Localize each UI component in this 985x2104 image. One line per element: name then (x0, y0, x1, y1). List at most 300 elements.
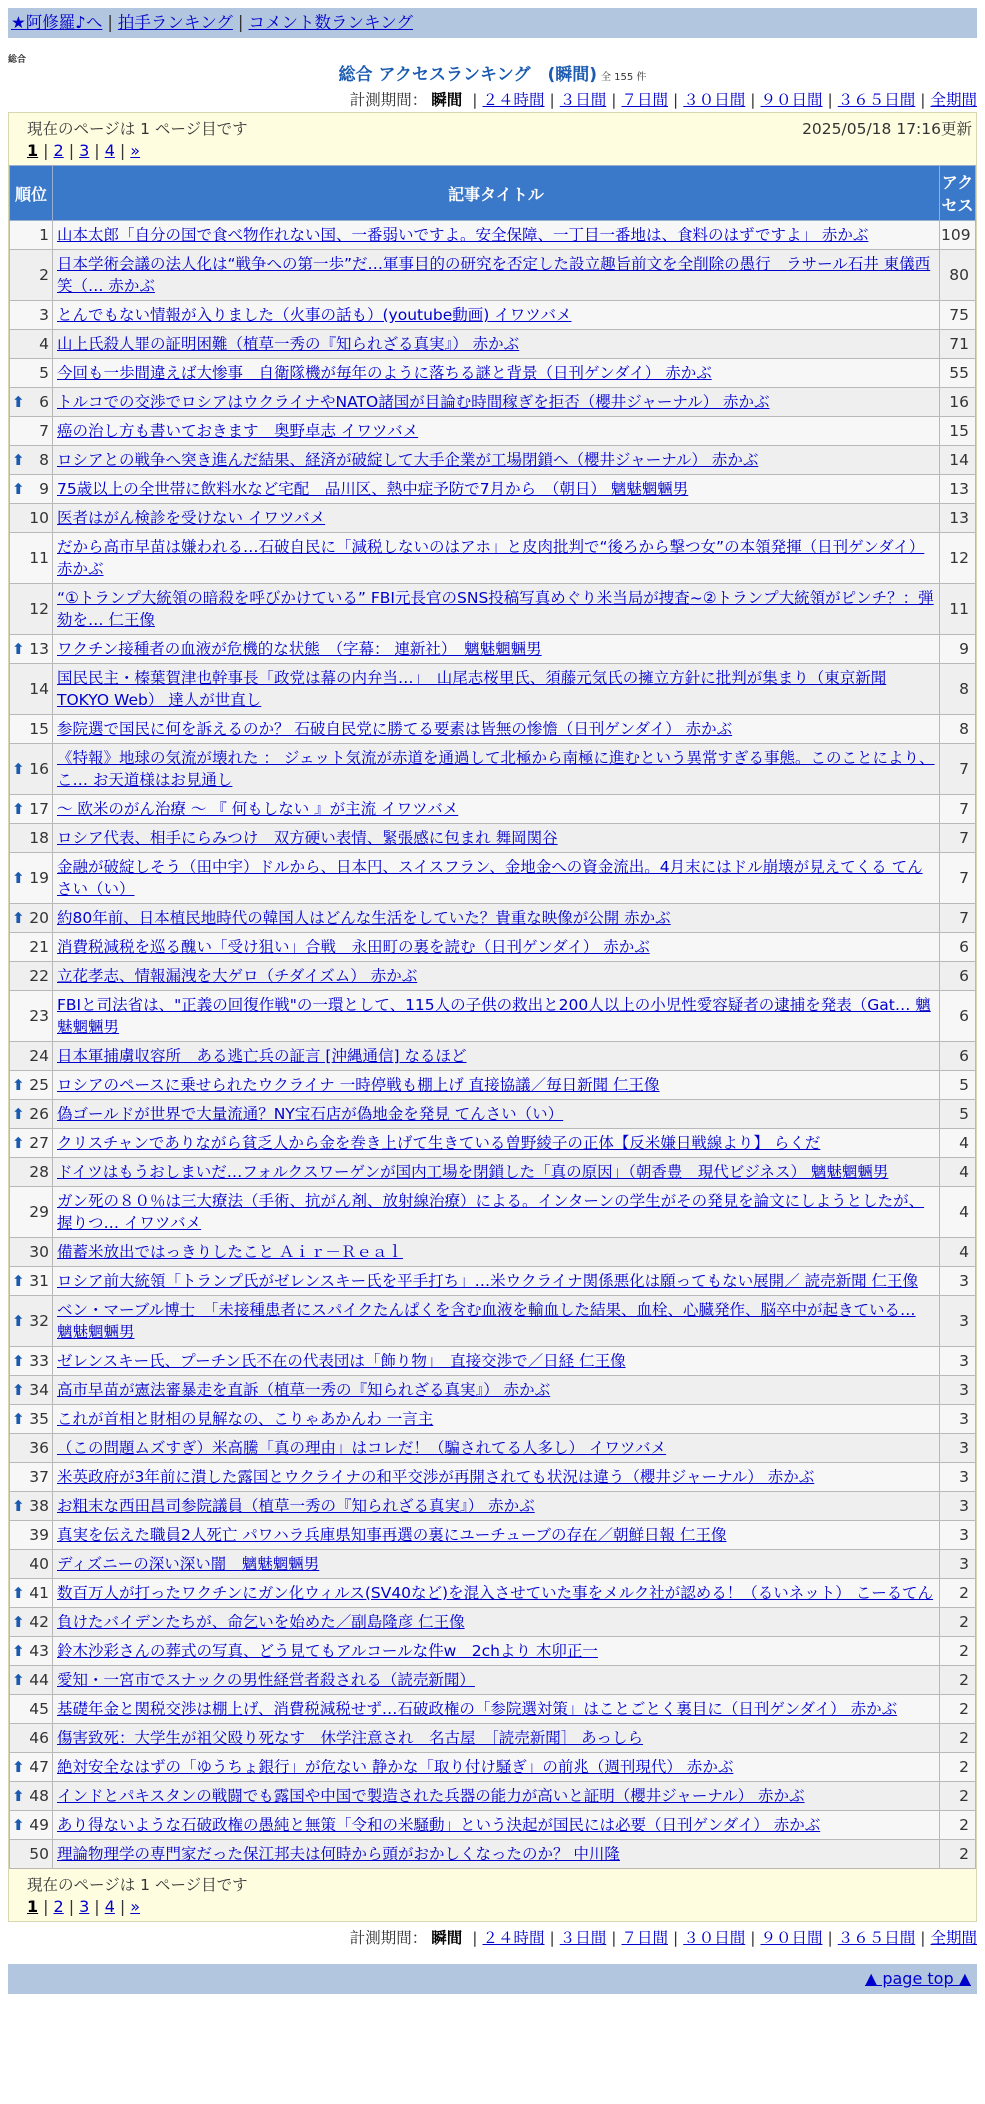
title-cell (53, 1782, 940, 1811)
access-count: 2 (940, 1782, 976, 1811)
pager-current: 1 (27, 1897, 39, 1916)
article-link[interactable]: 癌の治し方も書いておきます 奥野卓志 イワツバメ (57, 422, 419, 440)
top-nav-bar (8, 8, 977, 38)
title-cell (53, 1158, 940, 1187)
rank-cell (10, 824, 53, 853)
table-row (10, 1492, 976, 1521)
page-title (8, 64, 977, 86)
access-count: 2 (940, 1637, 976, 1666)
table-row (10, 1071, 976, 1100)
pager-link-2[interactable]: 2 (53, 1897, 64, 1916)
page-top-link[interactable]: ▲ page top ▲ (864, 1969, 971, 1988)
article-link[interactable]: 金融が破綻しそう（田中宇）ドルから、日本円、スイスフラン、金地金への資金流出。4月末にはドル崩壊が見えてくる てんさい（い） (57, 858, 923, 898)
access-count: 3 (940, 1492, 976, 1521)
access-count: 7 (940, 853, 976, 904)
table-row (10, 504, 976, 533)
table-row (10, 1042, 976, 1071)
access-count: 3 (940, 1550, 976, 1579)
title-cell (53, 1840, 940, 1869)
rank-number: 37 (29, 1468, 49, 1486)
period-separator: | (920, 1929, 926, 1947)
access-count: 2 (940, 1666, 976, 1695)
title-cell (53, 1724, 940, 1753)
rank-cell (10, 715, 53, 744)
article-link[interactable]: トルコでの交渉でロシアはウクライナやNATO諸国が目論む時間稼ぎを拒否（櫻井ジャーナル） 赤かぶ (57, 393, 770, 411)
rank-number: 15 (29, 720, 49, 738)
panel-footer (9, 1869, 976, 1921)
pager-link-3[interactable]: 3 (79, 141, 90, 160)
nav-separator: | (107, 13, 113, 32)
rank-cell (10, 991, 53, 1042)
article-link[interactable]: 今回も一歩間違えば大惨事 自衛隊機が毎年のように落ちる謎と背景（日刊ゲンダイ） 赤かぶ (57, 364, 712, 382)
rank-number: 28 (29, 1163, 49, 1181)
table-row (10, 744, 976, 795)
title-cell (53, 359, 940, 388)
rank-number: 6 (39, 393, 49, 411)
pager-link-4[interactable]: 4 (104, 1897, 115, 1916)
article-link[interactable]: 鈴木沙彩さんの葬式の写真、どう見てもアルコールな件w 2chより 木卯正一 (57, 1642, 598, 1660)
table-row (10, 359, 976, 388)
period-current: 瞬間 (431, 1929, 463, 1947)
up-arrow-icon: ⬆ (12, 1671, 25, 1689)
table-row (10, 1434, 976, 1463)
table-row (10, 417, 976, 446)
period-separator: | (472, 1929, 478, 1947)
table-row (10, 1782, 976, 1811)
rank-cell (10, 1347, 53, 1376)
access-count: 80 (940, 250, 976, 301)
current-page-text: 現在のページは 1 ページ目です (27, 1876, 248, 1894)
rank-number: 16 (29, 760, 49, 778)
article-link[interactable]: ゼレンスキー氏、プーチン氏不在の代表団は「飾り物」 直接交渉で／日経 仁王像 (57, 1352, 626, 1370)
title-cell (53, 1753, 940, 1782)
pager-separator: | (43, 1897, 49, 1916)
access-count: 2 (940, 1840, 976, 1869)
pager-separator: | (68, 141, 75, 160)
up-arrow-icon: ⬆ (12, 1584, 25, 1602)
article-link[interactable]: ワクチン接種者の血液が危機的な状態 （字幕： 連新社） 魑魅魍魎男 (57, 640, 542, 658)
article-link[interactable]: 《特報》地球の気流が壊れた ： ジェット気流が赤道を通過して北極から南極に進むという異常すぎる事態。このことにより、こ… お天道様はお見通し (57, 749, 935, 789)
table-row (10, 664, 976, 715)
rank-cell (10, 635, 53, 664)
period-links (467, 91, 977, 109)
access-count: 3 (940, 1434, 976, 1463)
table-row (10, 853, 976, 904)
clap-ranking-link[interactable]: 拍手ランキング (117, 13, 233, 32)
total-count: 全 155 件 (600, 72, 647, 83)
title-cell (53, 904, 940, 933)
title-cell (53, 1129, 940, 1158)
up-arrow-icon: ⬆ (12, 909, 25, 927)
rank-cell (10, 533, 53, 584)
title-cell (53, 853, 940, 904)
period-link-6[interactable]: 全期間 (930, 1929, 977, 1947)
access-count: 14 (940, 446, 976, 475)
table-row (10, 635, 976, 664)
rank-cell (10, 1608, 53, 1637)
up-arrow-icon: ⬆ (12, 1410, 25, 1428)
access-count: 13 (940, 504, 976, 533)
period-link-1[interactable]: ３日間 (559, 1929, 607, 1947)
access-count: 2 (940, 1695, 976, 1724)
access-count: 2 (940, 1608, 976, 1637)
access-count: 2 (940, 1724, 976, 1753)
table-row (10, 330, 976, 359)
rank-cell (10, 1811, 53, 1840)
article-link[interactable]: 消費税減税を巡る醜い「受け狙い」合戦 永田町の裏を読む（日刊ゲンダイ） 赤かぶ (57, 938, 650, 956)
title-cell (53, 664, 940, 715)
access-count: 8 (940, 715, 976, 744)
article-link[interactable]: 理論物理学の専門家だった保江邦夫は何時から頭がおかしくなったのか？ 中川隆 (57, 1845, 620, 1863)
article-link[interactable]: 医者はがん検診を受けない イワツバメ (57, 509, 326, 527)
pager-link-3[interactable]: 3 (79, 1897, 90, 1916)
title-cell (53, 250, 940, 301)
period-link-2[interactable]: ７日間 (621, 91, 668, 109)
access-count: 5 (940, 1100, 976, 1129)
period-links (467, 1929, 977, 1947)
title-cell (53, 1579, 940, 1608)
access-count: 3 (940, 1296, 976, 1347)
up-arrow-icon: ⬆ (12, 480, 25, 498)
rank-number: 9 (39, 480, 49, 498)
period-separator: | (549, 1929, 555, 1947)
rank-cell (10, 1187, 53, 1238)
table-row (10, 962, 976, 991)
rank-cell (10, 1296, 53, 1347)
article-link[interactable]: 立花孝志、情報漏洩を大ゲロ（チダイズム） 赤かぶ (57, 967, 418, 985)
article-link[interactable]: “①トランプ大統領の暗殺を呼びかけている” FBI元長官のSNS投稿写真めぐり米当局が捜査~②トランプ大統領がピンチ？：弾劾を… 仁王像 (57, 589, 934, 629)
table-row (10, 795, 976, 824)
article-link[interactable]: 偽ゴールドが世界で大量流通？NY宝石店が偽地金を発見 てんさい（い） (57, 1105, 564, 1123)
pager-separator: | (94, 1897, 100, 1916)
access-count: 7 (940, 824, 976, 853)
table-row (10, 1376, 976, 1405)
article-link[interactable]: だから高市早苗は嫌われる…石破自民に「減税しないのはアホ」と皮肉批判で“後ろから撃つ女”の本領発揮（日刊ゲンダイ） 赤かぶ (57, 538, 925, 578)
article-link[interactable]: 傷害致死：大学生が祖父殴り死なす 休学注意され 名古屋 ［読売新聞］ あっしら (57, 1729, 644, 1747)
title-cell (53, 635, 940, 664)
home-link[interactable]: ★阿修羅♪へ (11, 13, 103, 32)
rank-number: 49 (29, 1816, 49, 1834)
title-cell (53, 1521, 940, 1550)
access-count: 6 (940, 933, 976, 962)
table-row (10, 904, 976, 933)
table-row (10, 1521, 976, 1550)
table-row (10, 250, 976, 301)
rank-cell (10, 1238, 53, 1267)
title-cell (53, 1267, 940, 1296)
access-count: 4 (940, 1129, 976, 1158)
rank-cell (10, 417, 53, 446)
title-cell (53, 417, 940, 446)
access-count: 3 (940, 1405, 976, 1434)
access-count: 6 (940, 991, 976, 1042)
rank-number: 36 (29, 1439, 49, 1457)
title-cell (53, 504, 940, 533)
article-link[interactable]: ディズニーの深い深い闇 魑魅魍魎男 (57, 1555, 320, 1573)
article-link[interactable]: 国民民主・榛葉賀津也幹事長「政党は幕の内弁当…」 山尾志桜里氏、須藤元気氏の擁立方針に批判が集まり（東京新聞TOKYO Web） 達人が世直し (57, 669, 887, 709)
table-row (10, 1724, 976, 1753)
table-row (10, 1238, 976, 1267)
article-link[interactable]: 75歳以上の全世帯に飲料水など宅配 品川区、熱中症予防で7月から （朝日） 魑魅魍魎男 (57, 480, 689, 498)
table-row (10, 301, 976, 330)
article-link[interactable]: 約80年前、日本植民地時代の韓国人はどんな生活をしていた？貴重な映像が公開 赤かぶ (57, 909, 671, 927)
rank-cell (10, 795, 53, 824)
article-link[interactable]: 山本太郎「自分の国で食べ物作れない国、一番弱いですよ。安全保障、一丁目一番地は、食料のはずですよ」 赤かぶ (57, 226, 869, 244)
access-count: 7 (940, 744, 976, 795)
article-link[interactable]: クリスチャンでありながら貧乏人から金を巻き上げて生きている曽野綾子の正体【反米嫌日戦線より】 らくだ (57, 1134, 821, 1152)
rank-number: 7 (39, 422, 49, 440)
rank-number: 8 (39, 451, 49, 469)
rank-number: 31 (29, 1272, 49, 1290)
article-link[interactable]: 日本軍捕虜収容所 ある逃亡兵の証言 [沖縄通信] なるほど (57, 1047, 467, 1065)
table-row (10, 715, 976, 744)
rank-number: 18 (29, 829, 49, 847)
article-link[interactable]: ベン・マーブル博士 「未接種患者にスパイクたんぱくを含む血液を輸血した結果、血栓、心臓発作、脳卒中が起きている… 魑魅魍魎男 (57, 1301, 916, 1341)
article-link[interactable]: 数百万人が打ったワクチンにガン化ウィルス(SV40など)を混入させていた事をメルク社が認める！（るいネット） こーるてん (57, 1584, 934, 1602)
title-cell (53, 991, 940, 1042)
article-link[interactable]: あり得ないような石破政権の愚純と無策「令和の米騒動」という決起が国民には必要（日刊ゲンダイ） 赤かぶ (57, 1816, 821, 1834)
title-cell (53, 933, 940, 962)
article-link[interactable]: 米英政府が3年前に潰した露国とウクライナの和平交渉が再開されても状況は違う（櫻井ジャーナル） 赤かぶ (57, 1468, 815, 1486)
access-count: 75 (940, 301, 976, 330)
period-separator: | (472, 91, 478, 109)
article-link[interactable]: 絶対安全なはずの「ゆうちょ銀行」が危ない 静かな「取り付け騒ぎ」の前兆（週刊現代） 赤かぶ (57, 1758, 734, 1776)
rank-number: 42 (29, 1613, 49, 1631)
article-link[interactable]: ロシア代表、相手にらみつけ 双方硬い表情、緊張感に包まれ 舞岡関谷 (57, 829, 558, 847)
title-cell (53, 1637, 940, 1666)
title-cell (53, 533, 940, 584)
pager-bottom (27, 1897, 140, 1916)
rank-cell (10, 446, 53, 475)
access-count: 7 (940, 904, 976, 933)
period-separator: | (827, 91, 833, 109)
rank-number: 1 (39, 226, 49, 244)
period-link-6[interactable]: 全期間 (930, 91, 977, 109)
period-link-3[interactable]: ３０日間 (683, 1929, 746, 1947)
title-header: 記事タイトル (53, 166, 940, 221)
article-link[interactable]: 基礎年金と関税交渉は棚上げ、消費税減税せず…石破政権の「参院選対策」はことごとく裏目に（日刊ゲンダイ） 赤かぶ (57, 1700, 898, 1718)
rank-cell (10, 933, 53, 962)
table-row (10, 1129, 976, 1158)
table-row (10, 1405, 976, 1434)
table-row (10, 1550, 976, 1579)
up-arrow-icon: ⬆ (12, 1381, 25, 1399)
rank-number: 24 (29, 1047, 49, 1065)
article-link[interactable]: ドイツはもうおしまいだ…フォルクスワーゲンが国内工場を閉鎖した「真の原因」（朝香豊 現代ビジネス） 魑魅魍魎男 (57, 1163, 889, 1181)
title-cell (53, 1492, 940, 1521)
rank-number: 43 (29, 1642, 49, 1660)
table-row (10, 388, 976, 417)
rank-number: 23 (29, 1007, 49, 1025)
title-cell (53, 744, 940, 795)
rank-number: 30 (29, 1243, 49, 1261)
ranking-rows (10, 221, 976, 1869)
period-link-5[interactable]: ３６５日間 (837, 1929, 916, 1947)
panel-header (9, 113, 976, 165)
period-link-3[interactable]: ３０日間 (683, 91, 746, 109)
access-count: 55 (940, 359, 976, 388)
article-link[interactable]: 高市早苗が憲法審暴走を直訴（植草一秀の『知られざる真実』） 赤かぶ (57, 1381, 551, 1399)
pager-separator: | (119, 1897, 126, 1916)
title-cell (53, 962, 940, 991)
title-cell (53, 1100, 940, 1129)
pager-current: 1 (27, 141, 39, 160)
rank-number: 12 (29, 600, 49, 618)
title-cell (53, 1695, 940, 1724)
rank-number: 2 (39, 266, 49, 284)
rank-number: 11 (29, 549, 49, 567)
rank-cell (10, 1071, 53, 1100)
up-arrow-icon: ⬆ (12, 1105, 25, 1123)
article-link[interactable]: これが首相と財相の見解なの、こりゃあかんわ 一言主 (57, 1410, 434, 1428)
table-row (10, 1579, 976, 1608)
rank-number: 13 (29, 640, 49, 658)
access-count: 13 (940, 475, 976, 504)
title-cell (53, 1405, 940, 1434)
title-cell (53, 1238, 940, 1267)
table-row (10, 533, 976, 584)
period-link-4[interactable]: ９０日間 (760, 91, 823, 109)
title-cell (53, 388, 940, 417)
pager-top (27, 141, 140, 160)
ranking-table (9, 165, 976, 1869)
table-row (10, 221, 976, 250)
period-separator: | (920, 91, 926, 109)
updated-timestamp: 2025/05/18 17:16更新 (802, 120, 972, 138)
access-count: 71 (940, 330, 976, 359)
access-count: 2 (940, 1811, 976, 1840)
comment-ranking-link[interactable]: コメント数ランキング (248, 13, 413, 32)
pager-next[interactable]: » (130, 141, 141, 160)
period-separator: | (549, 91, 555, 109)
access-count: 5 (940, 1071, 976, 1100)
table-row (10, 1695, 976, 1724)
rank-cell (10, 962, 53, 991)
period-link-1[interactable]: ３日間 (559, 91, 607, 109)
table-row (10, 1158, 976, 1187)
article-link[interactable]: ロシアとの戦争へ突き進んだ結果、経済が破綻して大手企業が工場閉鎖へ（櫻井ジャーナル） 赤かぶ (57, 451, 759, 469)
period-link-5[interactable]: ３６５日間 (837, 91, 916, 109)
rank-cell (10, 744, 53, 795)
rank-cell (10, 1405, 53, 1434)
rank-number: 46 (29, 1729, 49, 1747)
article-link[interactable]: ロシアのペースに乗せられたウクライナ 一時停戦も棚上げ 直接協議／毎日新聞 仁王像 (57, 1076, 660, 1094)
rank-number: 45 (29, 1700, 49, 1718)
rank-number: 20 (29, 909, 49, 927)
up-arrow-icon: ⬆ (12, 1352, 25, 1370)
table-row (10, 1347, 976, 1376)
table-header-row (10, 166, 976, 221)
up-arrow-icon: ⬆ (12, 760, 25, 778)
period-link-0[interactable]: ２４時間 (482, 1929, 545, 1947)
article-link[interactable]: お粗末な西田昌司参院議員（植草一秀の『知られざる真実』） 赤かぶ (57, 1497, 535, 1515)
article-link[interactable]: （この問題ムズすぎ）米高騰「真の理由」はコレだ！（騙されてる人多し） イワツバメ (57, 1439, 667, 1457)
article-link[interactable]: とんでもない情報が入りました（火事の話も）(youtube動画) イワツバメ (57, 306, 572, 324)
title-cell (53, 1463, 940, 1492)
access-count: 2 (940, 1579, 976, 1608)
title-cell (53, 1376, 940, 1405)
article-link[interactable]: 参院選で国民に何を訴えるのか？ 石破自民党に勝てる要素は皆無の惨憺（日刊ゲンダイ） 赤かぶ (57, 720, 733, 738)
pager-link-2[interactable]: 2 (53, 141, 64, 160)
article-link[interactable]: ～ 欧米のがん治療 ～ 『 何もしない 』が主流 イワツバメ (57, 800, 459, 818)
rank-number: 40 (29, 1555, 49, 1573)
article-link[interactable]: 山上氏殺人罪の証明困難（植草一秀の『知られざる真実』） 赤かぶ (57, 335, 520, 353)
rank-number: 21 (29, 938, 49, 956)
current-page-text: 現在のページは 1 ページ目です (27, 120, 248, 138)
up-arrow-icon: ⬆ (12, 1076, 25, 1094)
article-link[interactable]: 日本学術会議の法人化は“戦争への第一歩”だ…軍事目的の研究を否定した設立趣旨前文を全削除の愚行 ラサール石井 東儀西笑（… 赤かぶ (57, 255, 931, 295)
rank-cell (10, 1042, 53, 1071)
up-arrow-icon: ⬆ (12, 869, 25, 887)
rank-cell (10, 1434, 53, 1463)
rank-cell (10, 1129, 53, 1158)
rank-cell (10, 1521, 53, 1550)
up-arrow-icon: ⬆ (12, 1134, 25, 1152)
period-separator: | (611, 91, 617, 109)
table-row (10, 446, 976, 475)
title-cell (53, 1811, 940, 1840)
rank-cell (10, 1579, 53, 1608)
article-link[interactable]: 真実を伝えた職員2人死亡 パワハラ兵庫県知事再選の裏にユーチューブの存在／朝鮮日報 仁王像 (57, 1526, 727, 1544)
article-link[interactable]: インドとパキスタンの戦闘でも露国や中国で製造された兵器の能力が高いと証明（櫻井ジャーナル） 赤かぶ (57, 1787, 805, 1805)
rank-cell (10, 475, 53, 504)
period-separator: | (673, 1929, 679, 1947)
article-link[interactable]: ロシア前大統領「トランプ氏がゼレンスキー氏を平手打ち」…米ウクライナ関係悪化は願ってもない展開／ 読売新聞 仁王像 (57, 1272, 919, 1290)
rank-number: 27 (29, 1134, 49, 1152)
access-count: 3 (940, 1463, 976, 1492)
access-count: 2 (940, 1753, 976, 1782)
title-cell (53, 715, 940, 744)
title-cell (53, 1347, 940, 1376)
up-arrow-icon: ⬆ (12, 1816, 25, 1834)
period-selector-bottom (8, 1926, 977, 1950)
period-link-0[interactable]: ２４時間 (482, 91, 545, 109)
pager-link-4[interactable]: 4 (104, 141, 115, 160)
rank-cell (10, 1782, 53, 1811)
article-link[interactable]: ガン死の８０％は三大療法（手術、抗がん剤、放射線治療）による。インターンの学生がその発見を論文にしようとしたが、握りつ… イワツバメ (57, 1192, 925, 1232)
table-row (10, 1811, 976, 1840)
rank-number: 44 (29, 1671, 49, 1689)
period-separator: | (827, 1929, 833, 1947)
table-row (10, 991, 976, 1042)
rank-number: 32 (29, 1312, 49, 1330)
article-link[interactable]: 愛知・一宮市でスナックの男性経営者殺される（読売新聞） (57, 1671, 475, 1689)
rank-cell (10, 504, 53, 533)
article-link[interactable]: FBIと司法省は、"正義の回復作戦"の一環として、115人の子供の救出と200人以上の小児性愛容疑者の逮捕を発表（Gat… 魑魅魍魎男 (57, 996, 931, 1036)
rank-cell (10, 1724, 53, 1753)
article-link[interactable]: 備蓄米放出ではっきりしたこと Ａｉｒ－Ｒｅａｌ (57, 1243, 403, 1261)
up-arrow-icon: ⬆ (12, 1497, 25, 1515)
period-link-2[interactable]: ７日間 (621, 1929, 668, 1947)
access-count: 16 (940, 388, 976, 417)
pager-next[interactable]: » (130, 1897, 141, 1916)
period-label: 計測期間： (349, 1929, 428, 1947)
rank-cell (10, 221, 53, 250)
period-link-4[interactable]: ９０日間 (760, 1929, 823, 1947)
rank-cell (10, 1637, 53, 1666)
rank-cell (10, 388, 53, 417)
rank-number: 41 (29, 1584, 49, 1602)
up-arrow-icon: ⬆ (12, 1758, 25, 1776)
up-arrow-icon: ⬆ (12, 1272, 25, 1290)
table-row (10, 1463, 976, 1492)
article-link[interactable]: 負けたバイデンたちが、命乞いを始めた／副島隆彦 仁王像 (57, 1613, 465, 1631)
rank-cell (10, 1100, 53, 1129)
title-cell (53, 1071, 940, 1100)
title-cell (53, 584, 940, 635)
title-cell (53, 1666, 940, 1695)
rank-cell (10, 1376, 53, 1405)
